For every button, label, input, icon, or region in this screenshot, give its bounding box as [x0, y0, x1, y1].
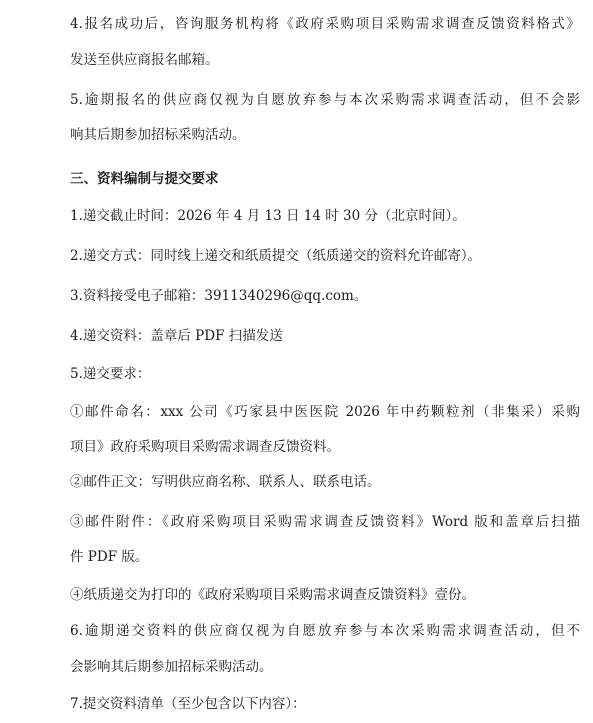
- sub-2-body: ②邮件正文：写明供应商名称、联系人、联系电话。: [70, 474, 381, 490]
- para-4-line2: 发送至供应商报名邮箱。: [70, 52, 219, 68]
- para-5-line1: 5.逾期报名的供应商仅视为自愿放弃参与本次采购需求调查活动，但不会影: [70, 92, 580, 108]
- sub-3-line1: ③邮件附件：《政府采购项目采购需求调查反馈资料》Word 版和盖章后扫描: [70, 514, 580, 530]
- item-5-requirements: 5.递交要求：: [70, 366, 151, 382]
- item-6-line2: 会影响其后期参加招标采购活动。: [70, 659, 273, 675]
- section-heading: 三、资料编制与提交要求: [70, 171, 219, 187]
- item-2-method: 2.递交方式：同时线上递交和纸质提交（纸质递交的资料允许邮寄）。: [70, 248, 482, 264]
- sub-4-paper: ④纸质递交为打印的《政府采购项目采购需求调查反馈资料》壹份。: [70, 587, 475, 603]
- item-6-line1: 6.逾期递交资料的供应商仅视为自愿放弃参与本次采购需求调查活动，但不: [70, 623, 580, 639]
- item-3-email: 3.资料接受电子邮箱：3911340296@qq.com。: [70, 288, 368, 304]
- item-7-list: 7.提交资料清单（至少包含以下内容）：: [70, 696, 306, 712]
- item-1-deadline: 1.递交截止时间：2026 年 4 月 13 日 14 时 30 分（北京时间）。: [70, 208, 466, 224]
- item-4-materials: 4.递交资料：盖章后 PDF 扫描发送: [70, 328, 283, 344]
- sub-1-line1: ①邮件命名：xxx 公司《巧家县中医医院 2026 年中药颗粒剂（非集采）采购: [70, 404, 580, 420]
- para-4-line1: 4.报名成功后，咨询服务机构将《政府采购项目采购需求调查反馈资料格式》: [70, 16, 580, 32]
- para-5-line2: 响其后期参加招标采购活动。: [70, 127, 246, 143]
- sub-3-line2: 件 PDF 版。: [70, 549, 149, 565]
- sub-1-line2: 项目》政府采购项目采购需求调查反馈资料。: [70, 439, 340, 455]
